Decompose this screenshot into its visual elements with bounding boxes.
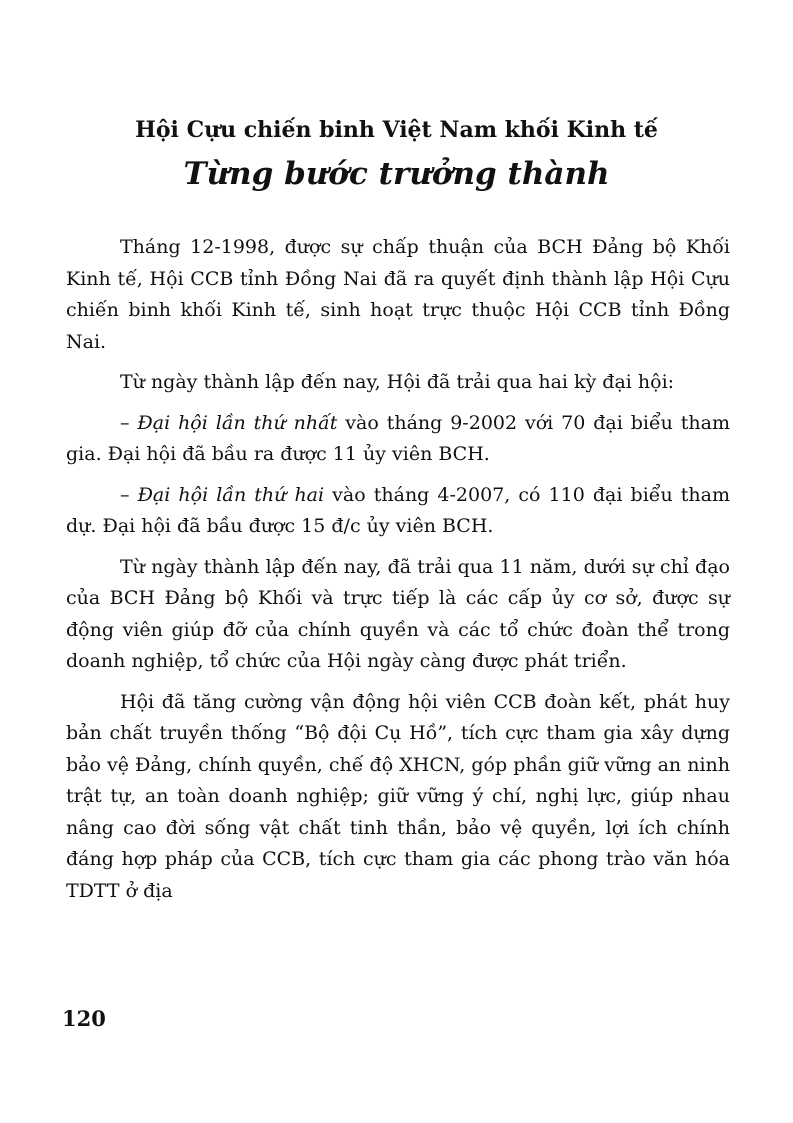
paragraph-activities: Hội đã tăng cường vận động hội viên CCB đoàn kết, phát huy bản chất truyền thống “Bộ đội Cụ Hồ”, tích cực tham gia xây dựng bảo vệ Đảng, chính quyền, chế độ XHCN, góp phần giữ vững an ninh trật tự, an toàn doanh nghiệp; giữ vững ý chí, nghị lực, giúp nhau nâng cao đời sống vật chất tinh thần, bảo vệ quyền, lợi ích chính đáng hợp pháp của CCB, tích cực tham gia các phong trào văn hóa TDTT ở địa: [66, 690, 730, 902]
page-number: 120: [62, 1006, 106, 1031]
article-title: Từng bước trưởng thành: [183, 156, 610, 192]
list-item-first-congress: [66, 408, 730, 471]
list-dash: –: [120, 411, 138, 434]
paragraph-development: Từ ngày thành lập đến nay, đã trải qua 11 năm, dưới sự chỉ đạo của BCH Đảng bộ Khối và trực tiếp là các cấp ủy cơ sở, được sự động viên giúp đỡ của chính quyền và các tổ chức đoàn thể trong doanh nghiệp, tổ chức của Hội ngày càng được phát triển.: [66, 555, 730, 672]
paragraph-congresses-intro: Từ ngày thành lập đến nay, Hội đã trải qua hai kỳ đại hội:: [120, 371, 675, 393]
congress-details: vào tháng 9-2002 với 70 đại biểu tham gia. Đại hội đã bầu ra được 11 ủy viên BCH.: [66, 411, 731, 465]
article-body: [66, 232, 730, 916]
section-kicker: Hội Cựu chiến binh Việt Nam khối Kinh tế: [135, 117, 658, 143]
list-item-second-congress: [66, 480, 730, 543]
paragraph-founding: Tháng 12-1998, được sự chấp thuận của BCH Đảng bộ Khối Kinh tế, Hội CCB tỉnh Đồng Nai đã ra quyết định thành lập Hội Cựu chiến binh khối Kinh tế, sinh hoạt trực thuộc Hội CCB tỉnh Đồng Nai.: [66, 236, 730, 353]
congress-label: Đại hội lần thứ hai: [137, 483, 325, 506]
congress-details: vào tháng 4-2007, có 110 đại biểu tham dự. Đại hội đã bầu được 15 đ/c ủy viên BCH.: [66, 483, 730, 537]
list-dash: –: [120, 483, 138, 506]
congress-label: Đại hội lần thứ nhất: [137, 411, 338, 434]
